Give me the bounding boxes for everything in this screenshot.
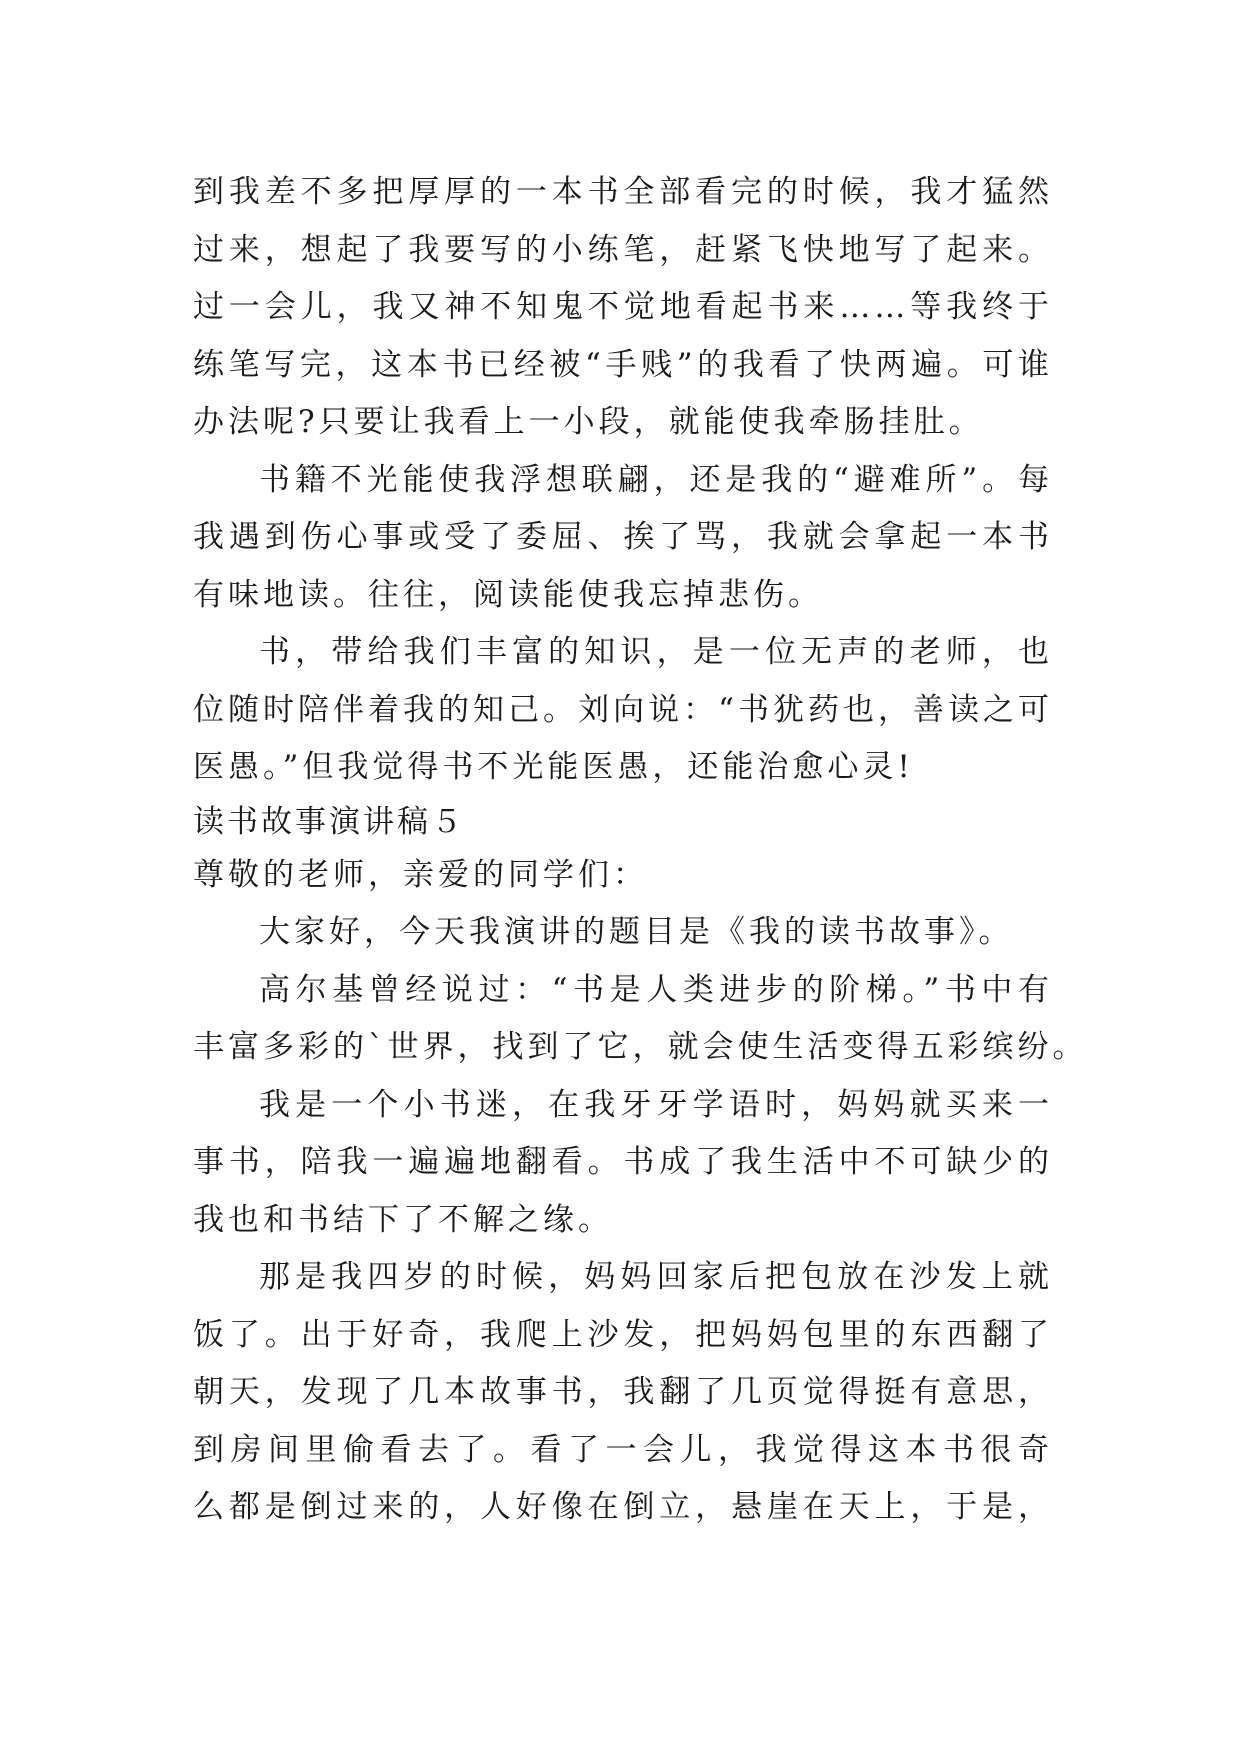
- text-line: 那是我四岁的时候，妈妈回家后把包放在沙发上就: [259, 1259, 1053, 1295]
- text-line: 我是一个小书迷，在我牙牙学语时，妈妈就买来一: [259, 1086, 1053, 1123]
- section-title: 读书故事演讲稿５: [193, 803, 465, 840]
- text-line: 医愚。”但我觉得书不光能医愚，还能治愈心灵!: [193, 749, 914, 785]
- text-line: 么都是倒过来的，人好像在倒立，悬崖在天上，于是，: [193, 1489, 1053, 1525]
- text-line: 位随时陪伴着我的知己。刘向说：“书犹药也，善读之可: [193, 691, 1053, 728]
- text-line: 有味地读。往往，阅读能使我忘掉悲伤。: [193, 576, 823, 613]
- text-line: 书，带给我们丰富的知识，是一位无声的老师，也: [259, 634, 1053, 670]
- text-line: 高尔基曾经说过：“书是人类进步的阶梯。”书中有: [259, 971, 1053, 1008]
- text-line: 到我差不多把厚厚的一本书全部看完的时候，我才猛然: [193, 174, 1053, 210]
- text-line: 饭了。出于好奇，我爬上沙发，把妈妈包里的东西翻了: [193, 1316, 1053, 1353]
- paragraph-intro: [193, 904, 1053, 962]
- greeting-line: 尊敬的老师，亲爱的同学们：: [193, 856, 648, 893]
- paragraph-age-four: [193, 1249, 1053, 1537]
- text-line: 练笔写完，这本书已经被“手贱”的我看了快两遍。可谁: [193, 346, 1053, 383]
- text-line: 事书，陪我一遍遍地翻看。书成了我生活中不可缺少的: [193, 1144, 1053, 1180]
- text-line: 大家好，今天我演讲的题目是《我的读书故事》。: [259, 914, 1014, 950]
- text-line: 朝天，发现了几本故事书，我翻了几页觉得挺有意思，: [193, 1374, 1053, 1410]
- paragraph-teacher: [193, 624, 1053, 797]
- paragraph-gorky: [193, 962, 1088, 1077]
- text-line: 我也和书结下了不解之缘。: [193, 1201, 613, 1238]
- text-line: 办法呢?只要让我看上一小段，就能使我牵肠挂肚。: [193, 404, 984, 440]
- text-line: 到房间里偷看去了。看了一会儿，我觉得这本书很奇: [193, 1431, 1053, 1468]
- text-line: 书籍不光能使我浮想联翩，还是我的“避难所”。每: [259, 461, 1053, 498]
- document-body: [193, 164, 1088, 1537]
- text-line: 丰富多彩的`世界，找到了它，就会使生活变得五彩缤纷。: [193, 1029, 1088, 1065]
- paragraph-continuation: [193, 164, 1053, 452]
- text-line: 我遇到伤心事或受了委屈、挨了骂，我就会拿起一本书: [193, 519, 1053, 555]
- text-line: 过一会儿，我又神不知鬼不觉地看起书来……等我终于: [193, 289, 1053, 325]
- paragraph-refuge: [193, 452, 1053, 625]
- text-line: 过来，想起了我要写的小练笔，赶紧飞快地写了起来。: [193, 231, 1053, 268]
- paragraph-bookworm: [193, 1077, 1053, 1250]
